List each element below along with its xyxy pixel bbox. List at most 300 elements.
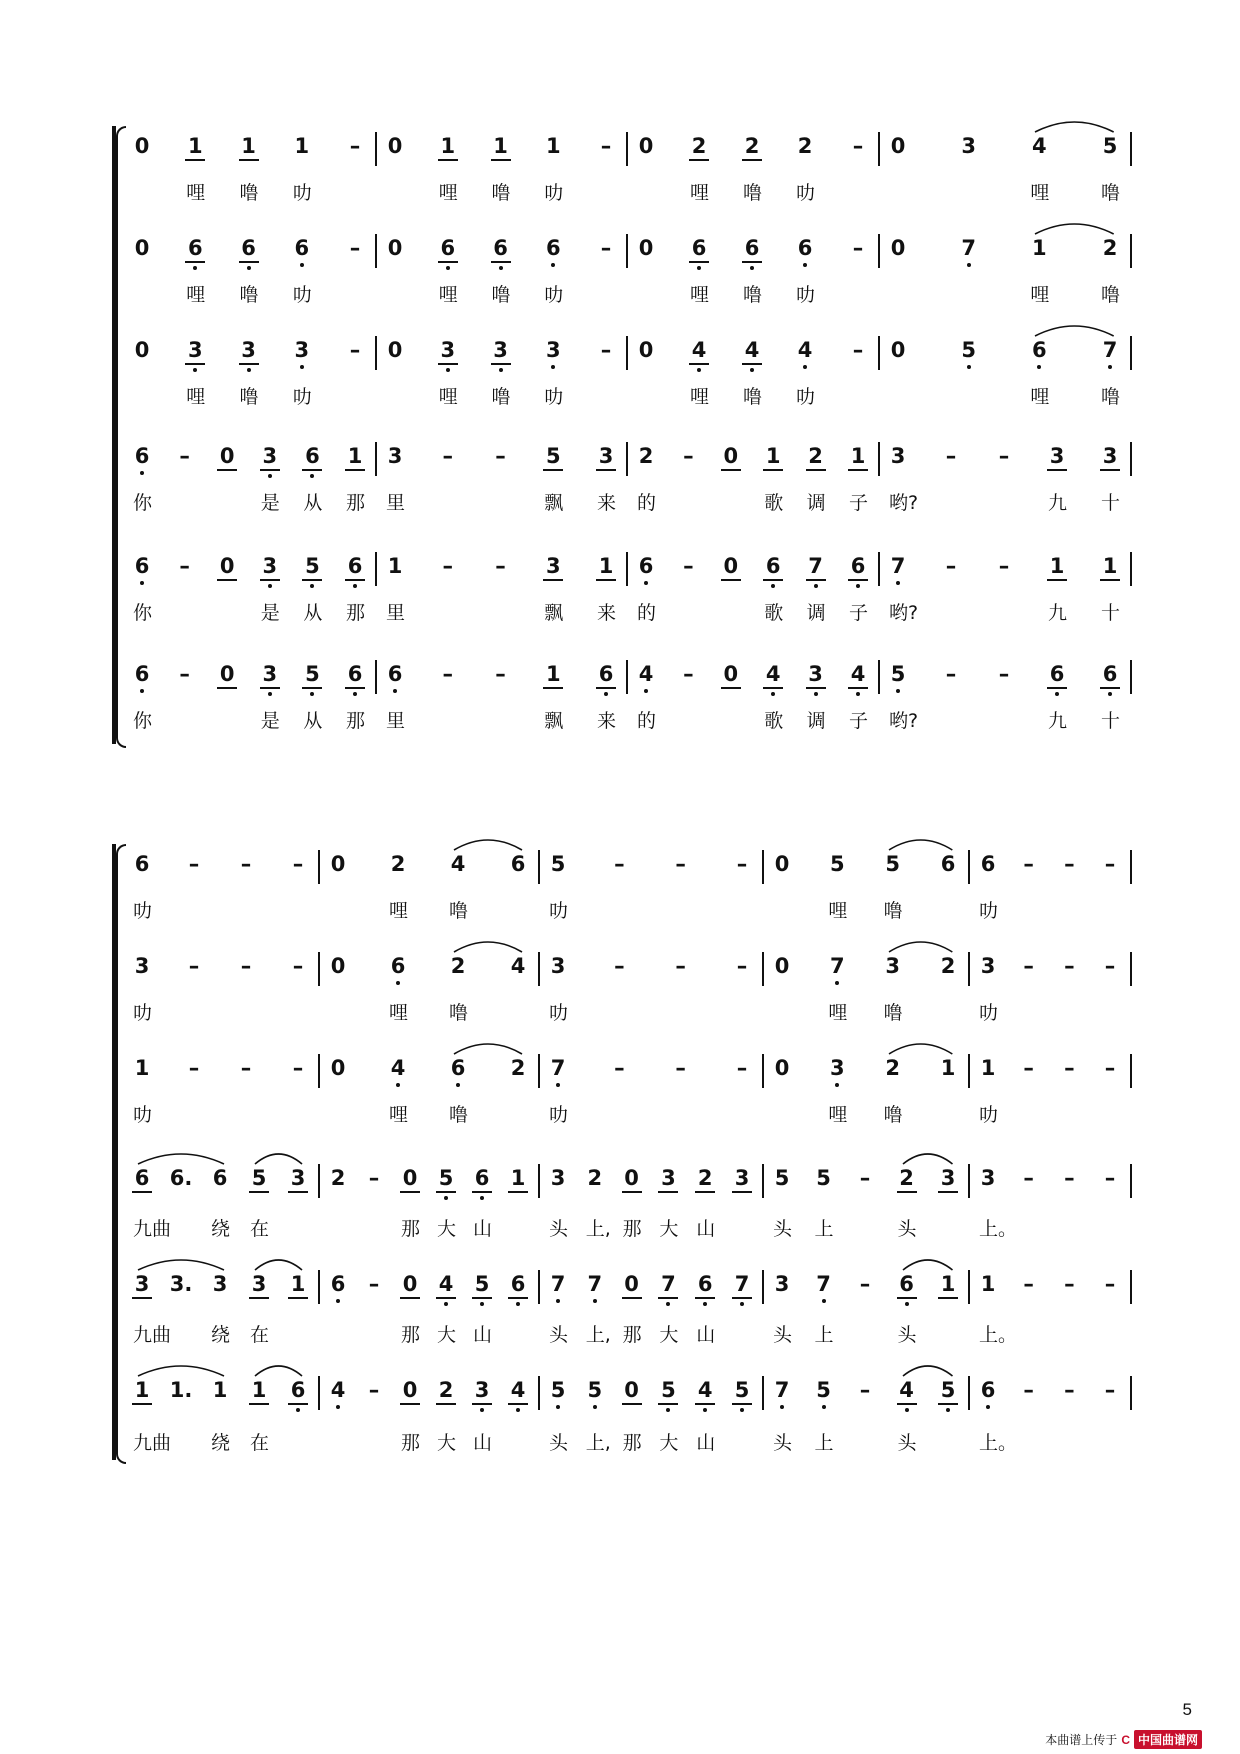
note: 1 [347, 444, 363, 468]
octave-dot [300, 263, 304, 267]
note: 2 [510, 1056, 526, 1080]
octave-dot [835, 981, 839, 985]
sustain-dash: – [683, 554, 694, 578]
lyric-syllable: 叻 [979, 900, 999, 922]
note: 2 [744, 134, 760, 158]
slur [136, 1360, 226, 1380]
note: 6 [638, 554, 654, 578]
lyric-syllable: 歌 [764, 602, 784, 624]
underline-beam [732, 1403, 752, 1405]
underline-beam [436, 1191, 456, 1193]
sustain-dash: – [859, 1378, 871, 1402]
sustain-dash: – [614, 1056, 625, 1080]
underline-beam [288, 1297, 308, 1299]
octave-dot [803, 263, 807, 267]
note: 3 [387, 444, 403, 468]
note: 7 [816, 1272, 831, 1296]
bar-line [1130, 1164, 1132, 1198]
note: 2 [691, 134, 707, 158]
note: 4 [638, 662, 654, 686]
octave-dot [456, 1083, 460, 1087]
lyric-syllable: 头 [773, 1218, 793, 1240]
lyric-syllable: 九 [1048, 710, 1068, 732]
bar-line [1130, 1376, 1132, 1410]
lyric-syllable: 哩 [438, 386, 458, 408]
note: 6 [347, 662, 363, 686]
lyric-syllable: 从 [303, 710, 323, 732]
note: 0 [723, 444, 739, 468]
note: 3 [474, 1378, 490, 1402]
underline-beam [897, 1297, 917, 1299]
sustain-dash: – [736, 852, 748, 876]
underline-beam [472, 1297, 492, 1299]
bar-line [1130, 552, 1132, 586]
octave-dot [593, 1299, 597, 1303]
lyric-syllable: 噜 [449, 900, 469, 922]
bar-line [762, 1164, 764, 1198]
lyric-syllable: 你 [133, 710, 153, 732]
bar-line [626, 336, 628, 370]
octave-dot [296, 1408, 300, 1412]
lyric-syllable: 头 [773, 1324, 793, 1346]
note: 6 [212, 1166, 228, 1190]
lyric-syllable: 噜 [491, 182, 511, 204]
underline-beam [938, 1191, 958, 1193]
bar-line [762, 1054, 764, 1088]
lyric-syllable: 叻 [796, 182, 816, 204]
octave-dot [480, 1408, 484, 1412]
slur [901, 1360, 955, 1380]
octave-dot [740, 1302, 744, 1306]
underline-beam [742, 363, 762, 365]
sustain-dash: – [1104, 1272, 1116, 1296]
note: 6 [493, 236, 508, 260]
note: 6 [290, 1378, 306, 1402]
lyric-syllable: 哩 [389, 1104, 409, 1126]
octave-dot [247, 266, 251, 270]
note: 3 [830, 1056, 845, 1080]
underline-beam [763, 469, 783, 471]
underline-beam [848, 469, 868, 471]
site-logo-icon: C [1121, 1732, 1130, 1747]
sustain-dash: – [495, 444, 506, 468]
lyric-syllable: 里 [386, 710, 406, 732]
note: 1 [980, 1272, 996, 1296]
octave-dot [946, 1408, 950, 1412]
note: 7 [661, 1272, 676, 1296]
underline-beam [1047, 469, 1067, 471]
sustain-dash: – [683, 662, 694, 686]
note: 6 [294, 236, 310, 260]
octave-dot [310, 584, 314, 588]
note: 6 [305, 444, 320, 468]
underline-beam [288, 1403, 308, 1405]
lyric-syllable: 哟? [889, 492, 919, 514]
bar-line [318, 1270, 320, 1304]
sustain-dash: – [1023, 1056, 1034, 1080]
note: 0 [723, 554, 739, 578]
sustain-dash: – [600, 236, 612, 260]
sustain-dash: – [683, 444, 694, 468]
lyric-syllable: 叻 [544, 182, 564, 204]
sustain-dash: – [240, 954, 252, 978]
lyric-syllable: 大 [437, 1218, 457, 1240]
note: 7 [890, 554, 906, 578]
lyric-syllable: 九曲 [133, 1218, 172, 1240]
bar-line [878, 336, 880, 370]
sustain-dash: – [675, 954, 686, 978]
octave-dot [814, 692, 818, 696]
note: 1 [241, 134, 256, 158]
underline-beam [622, 1403, 642, 1405]
lyric-syllable: 飘 [544, 602, 564, 624]
note: 0 [638, 338, 654, 362]
sustain-dash: – [859, 1166, 871, 1190]
underline-beam [897, 1191, 917, 1193]
underline-beam [543, 469, 563, 471]
lyric-syllable: 那 [401, 1324, 421, 1346]
octave-dot [856, 692, 860, 696]
note: 0 [219, 662, 235, 686]
note: 6 [450, 1056, 466, 1080]
underline-beam [1047, 579, 1067, 581]
lyric-syllable: 十 [1101, 602, 1121, 624]
octave-dot [556, 1299, 560, 1303]
slur [452, 834, 524, 854]
underline-beam [302, 579, 322, 581]
note: 6 [387, 662, 403, 686]
lyric-syllable: 叻 [549, 900, 569, 922]
bar-line [626, 552, 628, 586]
note: 2 [899, 1166, 914, 1190]
octave-dot [822, 1405, 826, 1409]
lyric-syllable: 噜 [491, 386, 511, 408]
octave-dot [140, 581, 144, 585]
note: 5 [1102, 134, 1118, 158]
note: 3 [774, 1272, 790, 1296]
underline-beam [732, 1297, 752, 1299]
note: 7 [550, 1056, 566, 1080]
note: 6 [347, 554, 363, 578]
lyric-syllable: 来 [597, 492, 617, 514]
bar-line [626, 132, 628, 166]
note: 0 [890, 236, 906, 260]
note: 2 [697, 1166, 713, 1190]
lyric-syllable: 是 [260, 602, 280, 624]
underline-beam [345, 579, 365, 581]
sustain-dash: – [852, 236, 864, 260]
note: 0 [774, 852, 790, 876]
note: 4 [691, 338, 707, 362]
note: 5 [774, 1166, 790, 1190]
lyric-syllable: 叻 [544, 386, 564, 408]
sustain-dash: – [945, 444, 957, 468]
lyric-syllable: 哩 [186, 284, 206, 306]
lyric-syllable: 九曲 [133, 1324, 172, 1346]
note: 5 [734, 1378, 750, 1402]
lyric-syllable: 叻 [133, 1002, 153, 1024]
sustain-dash: – [945, 662, 957, 686]
sustain-dash: – [1104, 1378, 1116, 1402]
bar-line [762, 952, 764, 986]
lyric-syllable: 大 [659, 1432, 679, 1454]
octave-dot [353, 584, 357, 588]
bar-line [318, 1164, 320, 1198]
sustain-dash: – [600, 338, 612, 362]
underline-beam [438, 159, 458, 161]
lyric-syllable: 里 [386, 602, 406, 624]
note: 2 [940, 954, 956, 978]
underline-beam [938, 1297, 958, 1299]
underline-beam [848, 687, 868, 689]
underline-beam [508, 1191, 528, 1193]
note: 0 [624, 1272, 639, 1296]
lyric-syllable: 哩 [690, 284, 710, 306]
sustain-dash: – [945, 554, 957, 578]
underline-beam [1100, 469, 1120, 471]
page-number: 5 [1182, 1700, 1192, 1719]
underline-beam [806, 469, 826, 471]
lyric-syllable: 哟? [889, 710, 919, 732]
note: 2 [330, 1166, 346, 1190]
underline-beam [400, 1191, 420, 1193]
note: 3 [294, 338, 310, 362]
lyric-syllable: 那 [346, 492, 366, 514]
note: 0 [624, 1378, 639, 1402]
lyric-syllable: 大 [659, 1324, 679, 1346]
sustain-dash: – [1104, 954, 1116, 978]
lyric-syllable: 上 [814, 1432, 834, 1454]
lyric-syllable: 叻 [796, 284, 816, 306]
underline-beam [185, 159, 205, 161]
lyric-syllable: 头 [549, 1324, 569, 1346]
octave-dot [905, 1408, 909, 1412]
bar-line [538, 1164, 540, 1198]
underline-beam [239, 159, 259, 161]
note: 0 [402, 1378, 418, 1402]
note: 7 [734, 1272, 750, 1296]
lyric-syllable: 调 [806, 710, 826, 732]
note: 1 [940, 1056, 956, 1080]
lyric-syllable: 噜 [743, 284, 763, 306]
sustain-dash: – [736, 1056, 748, 1080]
lyric-syllable: 歌 [764, 710, 784, 732]
note: 0 [890, 134, 906, 158]
sustain-dash: – [292, 1056, 304, 1080]
note: 6 [697, 1272, 713, 1296]
sustain-dash: – [1064, 1166, 1075, 1190]
lyric-syllable: 歌 [764, 492, 784, 514]
sustain-dash: – [852, 338, 864, 362]
octave-dot [140, 689, 144, 693]
bar-line [1130, 1054, 1132, 1088]
note: 1 [187, 134, 203, 158]
note: 6 [187, 236, 203, 260]
lyric-syllable: 你 [133, 602, 153, 624]
lyric-syllable: 噜 [743, 182, 763, 204]
sustain-dash: – [736, 954, 748, 978]
sustain-dash: – [349, 134, 361, 158]
note: 0 [134, 236, 150, 260]
octave-dot [393, 689, 397, 693]
lyric-syllable: 九 [1048, 602, 1068, 624]
slur [1033, 218, 1116, 238]
lyric-syllable: 十 [1101, 710, 1121, 732]
octave-dot [666, 1408, 670, 1412]
lyric-syllable: 子 [849, 492, 869, 514]
underline-beam [345, 687, 365, 689]
sustain-dash: – [240, 852, 252, 876]
note: 1 [980, 1056, 996, 1080]
octave-dot [193, 368, 197, 372]
bar-line [538, 850, 540, 884]
lyric-syllable: 上, [585, 1432, 611, 1454]
note: 0 [402, 1272, 418, 1296]
slur [253, 1360, 304, 1380]
note: 6 [545, 236, 561, 260]
bar-line [1130, 850, 1132, 884]
sustain-dash: – [188, 954, 200, 978]
octave-dot [771, 584, 775, 588]
note: 3 [550, 954, 566, 978]
underline-beam [695, 1297, 715, 1299]
slur [452, 936, 524, 956]
underline-beam [260, 687, 280, 689]
underline-beam [491, 159, 511, 161]
octave-dot [803, 365, 807, 369]
note: 6 [598, 662, 614, 686]
note: 6 [1049, 662, 1065, 686]
footer-credit [1045, 1730, 1202, 1749]
note: 2 [638, 444, 654, 468]
lyric-syllable: 山 [696, 1324, 716, 1346]
lyric-syllable: 头 [549, 1218, 569, 1240]
underline-beam [491, 261, 511, 263]
sustain-dash: – [1064, 1272, 1075, 1296]
octave-dot [896, 581, 900, 585]
note: 5 [661, 1378, 676, 1402]
octave-dot [446, 266, 450, 270]
lyric-syllable: 上。 [979, 1324, 1018, 1346]
octave-dot [336, 1299, 340, 1303]
sustain-dash: – [675, 1056, 686, 1080]
octave-dot [1037, 365, 1041, 369]
slur [887, 1038, 954, 1058]
note: 1 [765, 444, 781, 468]
octave-dot [1055, 692, 1059, 696]
note: 3 [241, 338, 256, 362]
bar-line [968, 1164, 970, 1198]
note: 1 [1032, 236, 1047, 260]
lyric-syllable: 噜 [449, 1002, 469, 1024]
lyric-syllable: 在 [250, 1324, 270, 1346]
underline-beam [658, 1403, 678, 1405]
slur [901, 1148, 955, 1168]
underline-beam [288, 1191, 308, 1193]
octave-dot [396, 1083, 400, 1087]
note: 4 [765, 662, 781, 686]
lyric-syllable: 从 [303, 492, 323, 514]
sustain-dash: – [442, 444, 453, 468]
lyric-syllable: 的 [637, 602, 657, 624]
note: 6 [980, 1378, 996, 1402]
lyric-syllable: 上。 [979, 1218, 1018, 1240]
octave-dot [986, 1405, 990, 1409]
octave-dot [310, 474, 314, 478]
note: 7 [961, 236, 976, 260]
bar-line [968, 952, 970, 986]
octave-dot [822, 1299, 826, 1303]
octave-dot [268, 584, 272, 588]
note: 6 [241, 236, 256, 260]
note: 1 [212, 1378, 228, 1402]
bar-line [375, 442, 377, 476]
note: 1 [294, 134, 310, 158]
octave-dot [896, 689, 900, 693]
note: 1 [440, 134, 456, 158]
underline-beam [436, 1297, 456, 1299]
sustain-dash: – [240, 1056, 252, 1080]
lyric-syllable: 哟? [889, 602, 919, 624]
lyric-syllable: 噜 [1101, 284, 1121, 306]
underline-beam [622, 1191, 642, 1193]
note: 5 [550, 1378, 566, 1402]
bar-line [968, 1376, 970, 1410]
sustain-dash: – [368, 1272, 380, 1296]
bar-line [318, 1054, 320, 1088]
lyric-syllable: 噜 [883, 1104, 903, 1126]
octave-dot [856, 584, 860, 588]
octave-dot [499, 266, 503, 270]
bar-line [375, 660, 377, 694]
sustain-dash: – [998, 662, 1010, 686]
note: 6 [134, 662, 150, 686]
note: 6 [474, 1166, 490, 1190]
note: 3 [808, 662, 823, 686]
note: 0 [624, 1166, 639, 1190]
sustain-dash: – [495, 554, 506, 578]
octave-dot [835, 1083, 839, 1087]
octave-dot [604, 692, 608, 696]
octave-dot [967, 365, 971, 369]
lyric-syllable: 叻 [549, 1002, 569, 1024]
octave-dot [444, 1196, 448, 1200]
octave-dot [780, 1405, 784, 1409]
lyric-syllable: 的 [637, 492, 657, 514]
underline-beam [302, 469, 322, 471]
lyric-syllable: 哩 [186, 182, 206, 204]
note: 5 [890, 662, 906, 686]
lyric-syllable: 那 [346, 710, 366, 732]
note: 6 [134, 444, 150, 468]
sustain-dash: – [368, 1378, 380, 1402]
lyric-syllable: 是 [260, 492, 280, 514]
note: 1 [1049, 554, 1065, 578]
sustain-dash: – [1064, 852, 1075, 876]
lyric-syllable: 哩 [1030, 284, 1050, 306]
bar-line [1130, 1270, 1132, 1304]
note: 1 [1102, 554, 1118, 578]
bar-line [878, 552, 880, 586]
bar-line [968, 850, 970, 884]
note: 3 [493, 338, 508, 362]
underline-beam [508, 1297, 528, 1299]
lyric-syllable: 那 [346, 602, 366, 624]
octave-dot [771, 692, 775, 696]
note: 5 [545, 444, 561, 468]
lyric-syllable: 调 [806, 492, 826, 514]
note: 2 [438, 1378, 454, 1402]
